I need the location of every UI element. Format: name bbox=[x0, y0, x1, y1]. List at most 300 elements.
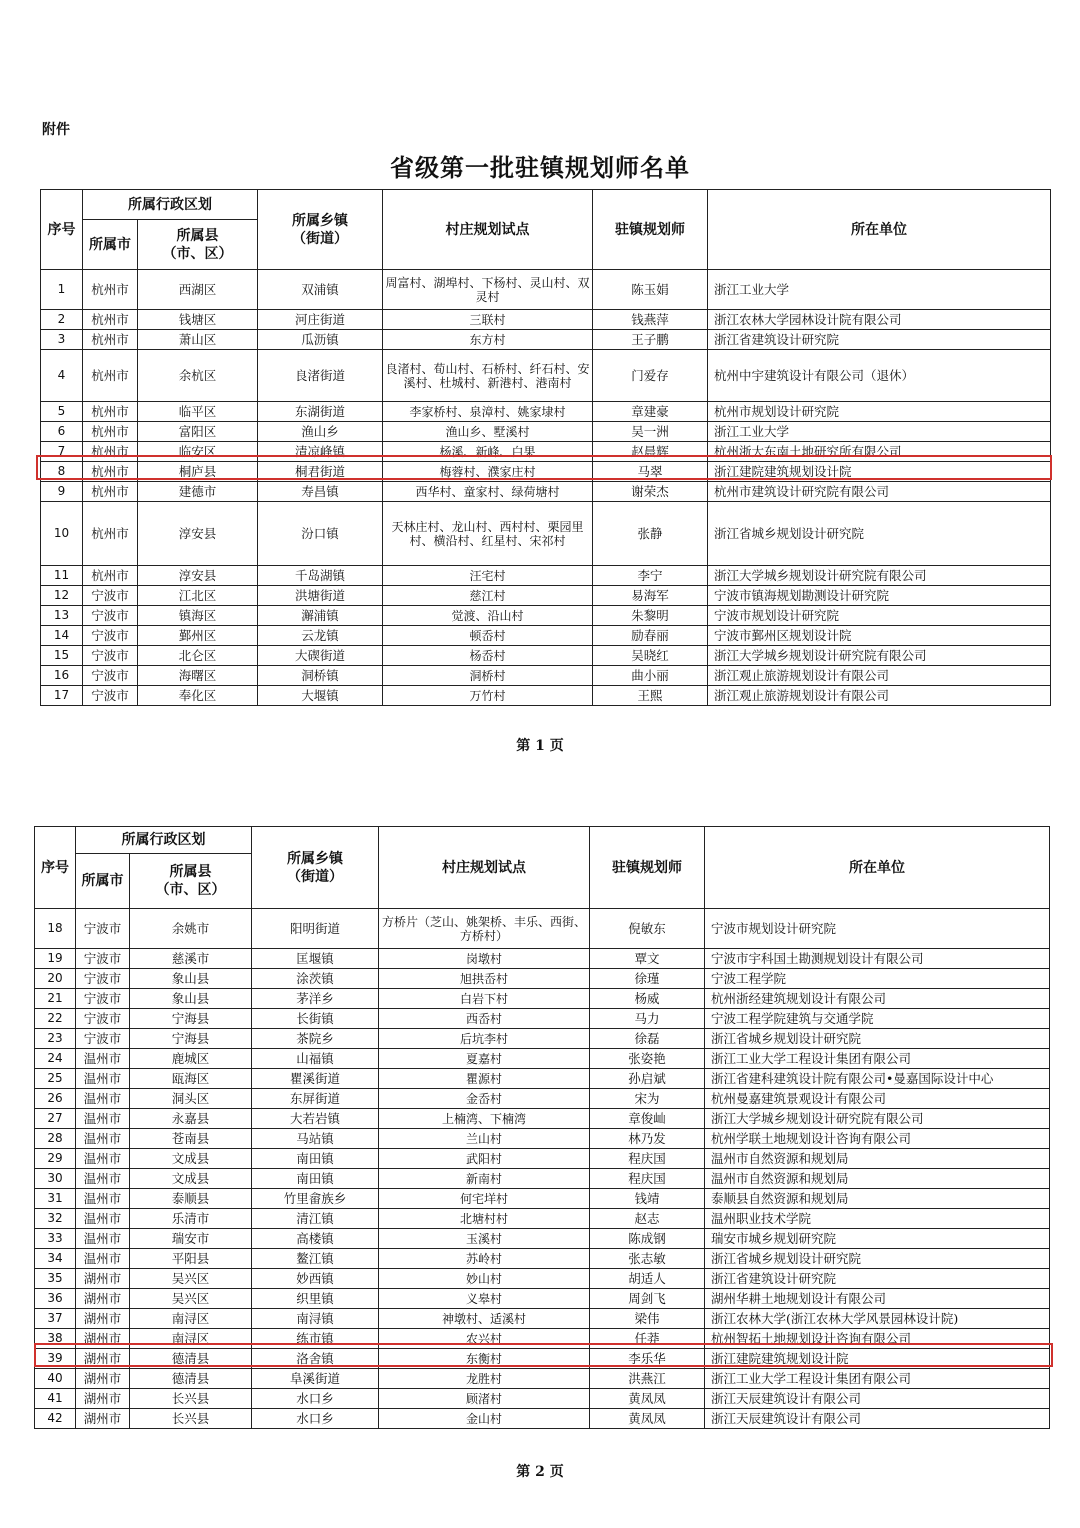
cell-city: 湖州市 bbox=[76, 1309, 130, 1329]
table-row bbox=[41, 686, 1051, 706]
cell-village: 周富村、湖埠村、下杨村、灵山村、双灵村 bbox=[383, 270, 593, 310]
cell-county: 镇海区 bbox=[138, 606, 258, 626]
cell-city: 宁波市 bbox=[76, 909, 130, 949]
cell-unit: 杭州中宇建筑设计有限公司（退休） bbox=[708, 350, 1051, 402]
cell-village: 金岙村 bbox=[379, 1089, 590, 1109]
cell-town: 茶院乡 bbox=[252, 1029, 379, 1049]
cell-no: 40 bbox=[35, 1369, 76, 1389]
cell-town: 茅洋乡 bbox=[252, 989, 379, 1009]
cell-no: 7 bbox=[41, 442, 83, 462]
cell-unit: 浙江建院建筑规划设计院 bbox=[705, 1349, 1050, 1369]
cell-village: 妙山村 bbox=[379, 1269, 590, 1289]
table-row bbox=[35, 1069, 1050, 1089]
cell-no: 20 bbox=[35, 969, 76, 989]
cell-town: 南田镇 bbox=[252, 1149, 379, 1169]
table-row bbox=[41, 310, 1051, 330]
cell-planner: 易海军 bbox=[593, 586, 708, 606]
cell-county: 平阳县 bbox=[130, 1249, 252, 1269]
cell-county: 建德市 bbox=[138, 482, 258, 502]
header-village: 村庄规划试点 bbox=[383, 190, 593, 270]
table-row bbox=[35, 1349, 1050, 1369]
cell-city: 杭州市 bbox=[83, 502, 138, 566]
cell-no: 39 bbox=[35, 1349, 76, 1369]
cell-city: 宁波市 bbox=[83, 666, 138, 686]
cell-town: 鳌江镇 bbox=[252, 1249, 379, 1269]
table-row bbox=[35, 989, 1050, 1009]
attachment-label: 附件 bbox=[42, 122, 70, 138]
header-no: 序号 bbox=[35, 827, 76, 909]
cell-city: 杭州市 bbox=[83, 462, 138, 482]
table-row bbox=[41, 330, 1051, 350]
cell-planner: 覃文 bbox=[590, 949, 705, 969]
cell-town: 妙西镇 bbox=[252, 1269, 379, 1289]
table-row bbox=[35, 1229, 1050, 1249]
header-no: 序号 bbox=[41, 190, 83, 270]
table-row bbox=[41, 402, 1051, 422]
cell-village: 义皋村 bbox=[379, 1289, 590, 1309]
cell-unit: 宁波市规划设计研究院 bbox=[708, 606, 1051, 626]
cell-town: 清凉峰镇 bbox=[258, 442, 383, 462]
cell-village: 东衡村 bbox=[379, 1349, 590, 1369]
cell-town: 洞桥镇 bbox=[258, 666, 383, 686]
cell-no: 17 bbox=[41, 686, 83, 706]
cell-no: 34 bbox=[35, 1249, 76, 1269]
cell-village: 瞿源村 bbox=[379, 1069, 590, 1089]
cell-city: 温州市 bbox=[76, 1089, 130, 1109]
cell-county: 富阳区 bbox=[138, 422, 258, 442]
cell-unit: 泰顺县自然资源和规划局 bbox=[705, 1189, 1050, 1209]
cell-county: 文成县 bbox=[130, 1169, 252, 1189]
cell-no: 19 bbox=[35, 949, 76, 969]
cell-city: 宁波市 bbox=[76, 969, 130, 989]
cell-no: 32 bbox=[35, 1209, 76, 1229]
cell-city: 杭州市 bbox=[83, 402, 138, 422]
cell-village: 洞桥村 bbox=[383, 666, 593, 686]
cell-village: 苏岭村 bbox=[379, 1249, 590, 1269]
cell-village: 北塘村村 bbox=[379, 1209, 590, 1229]
header-unit: 所在单位 bbox=[705, 827, 1050, 909]
cell-unit: 浙江工业大学工程设计集团有限公司 bbox=[705, 1369, 1050, 1389]
cell-unit: 浙江省城乡规划设计研究院 bbox=[705, 1249, 1050, 1269]
cell-village: 东方村 bbox=[383, 330, 593, 350]
table-row bbox=[35, 1029, 1050, 1049]
header-village: 村庄规划试点 bbox=[379, 827, 590, 909]
cell-city: 温州市 bbox=[76, 1249, 130, 1269]
cell-no: 36 bbox=[35, 1289, 76, 1309]
cell-village: 后坑李村 bbox=[379, 1029, 590, 1049]
cell-planner: 吴晓红 bbox=[593, 646, 708, 666]
cell-county: 象山县 bbox=[130, 969, 252, 989]
cell-city: 温州市 bbox=[76, 1169, 130, 1189]
cell-town: 瞿溪街道 bbox=[252, 1069, 379, 1089]
cell-county: 洞头区 bbox=[130, 1089, 252, 1109]
cell-no: 33 bbox=[35, 1229, 76, 1249]
cell-city: 温州市 bbox=[76, 1109, 130, 1129]
cell-city: 杭州市 bbox=[83, 566, 138, 586]
cell-county: 长兴县 bbox=[130, 1409, 252, 1429]
table-row bbox=[41, 646, 1051, 666]
cell-county: 象山县 bbox=[130, 989, 252, 1009]
table-row bbox=[41, 666, 1051, 686]
header-planner: 驻镇规划师 bbox=[593, 190, 708, 270]
cell-no: 26 bbox=[35, 1089, 76, 1109]
cell-town: 汾口镇 bbox=[258, 502, 383, 566]
table-row bbox=[35, 1389, 1050, 1409]
cell-unit: 杭州智拓土地规划设计咨询有限公司 bbox=[705, 1329, 1050, 1349]
table-row bbox=[35, 1269, 1050, 1289]
cell-no: 29 bbox=[35, 1149, 76, 1169]
cell-no: 35 bbox=[35, 1269, 76, 1289]
cell-city: 湖州市 bbox=[76, 1369, 130, 1389]
cell-no: 12 bbox=[41, 586, 83, 606]
cell-village: 顾渚村 bbox=[379, 1389, 590, 1409]
cell-town: 涂茨镇 bbox=[252, 969, 379, 989]
cell-town: 马站镇 bbox=[252, 1129, 379, 1149]
cell-county: 长兴县 bbox=[130, 1389, 252, 1409]
cell-county: 临平区 bbox=[138, 402, 258, 422]
cell-no: 1 bbox=[41, 270, 83, 310]
cell-unit: 浙江省建科建筑设计院有限公司•曼嘉国际设计中心 bbox=[705, 1069, 1050, 1089]
cell-village: 杨岙村 bbox=[383, 646, 593, 666]
table-row bbox=[35, 1409, 1050, 1429]
cell-town: 大碶街道 bbox=[258, 646, 383, 666]
cell-unit: 温州职业技术学院 bbox=[705, 1209, 1050, 1229]
table-row bbox=[35, 1129, 1050, 1149]
cell-city: 杭州市 bbox=[83, 330, 138, 350]
cell-city: 宁波市 bbox=[83, 606, 138, 626]
cell-planner: 程庆国 bbox=[590, 1169, 705, 1189]
cell-city: 宁波市 bbox=[83, 646, 138, 666]
table-row bbox=[41, 270, 1051, 310]
cell-unit: 浙江天辰建筑设计有限公司 bbox=[705, 1409, 1050, 1429]
table-row bbox=[35, 969, 1050, 989]
cell-village: 梅蓉村、濮家庄村 bbox=[383, 462, 593, 482]
cell-no: 38 bbox=[35, 1329, 76, 1349]
cell-town: 山福镇 bbox=[252, 1049, 379, 1069]
cell-planner: 马翠 bbox=[593, 462, 708, 482]
cell-county: 南浔区 bbox=[130, 1309, 252, 1329]
cell-city: 杭州市 bbox=[83, 270, 138, 310]
cell-planner: 赵志 bbox=[590, 1209, 705, 1229]
table-row bbox=[41, 566, 1051, 586]
cell-city: 温州市 bbox=[76, 1209, 130, 1229]
table-row bbox=[41, 502, 1051, 566]
cell-county: 宁海县 bbox=[130, 1029, 252, 1049]
cell-city: 湖州市 bbox=[76, 1409, 130, 1429]
cell-planner: 励春丽 bbox=[593, 626, 708, 646]
cell-no: 14 bbox=[41, 626, 83, 646]
cell-town: 高楼镇 bbox=[252, 1229, 379, 1249]
cell-no: 13 bbox=[41, 606, 83, 626]
cell-city: 温州市 bbox=[76, 1189, 130, 1209]
cell-village: 岗墩村 bbox=[379, 949, 590, 969]
cell-county: 苍南县 bbox=[130, 1129, 252, 1149]
cell-village: 西华村、童家村、绿荷塘村 bbox=[383, 482, 593, 502]
cell-planner: 王子鹏 bbox=[593, 330, 708, 350]
cell-town: 寿昌镇 bbox=[258, 482, 383, 502]
cell-no: 37 bbox=[35, 1309, 76, 1329]
table-row bbox=[35, 1009, 1050, 1029]
cell-unit: 浙江观止旅游规划设计有限公司 bbox=[708, 686, 1051, 706]
cell-village: 兰山村 bbox=[379, 1129, 590, 1149]
cell-town: 竹里畲族乡 bbox=[252, 1189, 379, 1209]
cell-town: 东屏街道 bbox=[252, 1089, 379, 1109]
cell-no: 11 bbox=[41, 566, 83, 586]
cell-unit: 浙江建院建筑规划设计院 bbox=[708, 462, 1051, 482]
roster-table-page-1 bbox=[40, 189, 1051, 706]
cell-planner: 李宁 bbox=[593, 566, 708, 586]
cell-village: 良渚村、荀山村、石桥村、纤石村、安溪村、杜城村、新港村、港南村 bbox=[383, 350, 593, 402]
cell-no: 25 bbox=[35, 1069, 76, 1089]
page-number-2: 第 2 页 bbox=[516, 1464, 564, 1480]
cell-city: 温州市 bbox=[76, 1229, 130, 1249]
cell-town: 千岛湖镇 bbox=[258, 566, 383, 586]
cell-county: 江北区 bbox=[138, 586, 258, 606]
table-row bbox=[35, 1329, 1050, 1349]
cell-planner: 李乐华 bbox=[590, 1349, 705, 1369]
cell-unit: 宁波市镇海规划勘测设计研究院 bbox=[708, 586, 1051, 606]
cell-unit: 浙江观止旅游规划设计有限公司 bbox=[708, 666, 1051, 686]
cell-planner: 朱黎明 bbox=[593, 606, 708, 626]
table-row bbox=[35, 1249, 1050, 1269]
table-row bbox=[35, 1109, 1050, 1129]
cell-city: 湖州市 bbox=[76, 1329, 130, 1349]
cell-planner: 周剑飞 bbox=[590, 1289, 705, 1309]
cell-city: 宁波市 bbox=[83, 626, 138, 646]
cell-unit: 浙江工业大学工程设计集团有限公司 bbox=[705, 1049, 1050, 1069]
cell-village: 汪宅村 bbox=[383, 566, 593, 586]
table-row bbox=[35, 1089, 1050, 1109]
cell-city: 湖州市 bbox=[76, 1349, 130, 1369]
cell-city: 杭州市 bbox=[83, 350, 138, 402]
cell-no: 2 bbox=[41, 310, 83, 330]
cell-town: 南浔镇 bbox=[252, 1309, 379, 1329]
table-row bbox=[41, 626, 1051, 646]
cell-unit: 浙江大学城乡规划设计研究院有限公司 bbox=[708, 566, 1051, 586]
cell-no: 23 bbox=[35, 1029, 76, 1049]
cell-county: 德清县 bbox=[130, 1369, 252, 1389]
cell-unit: 宁波市规划设计研究院 bbox=[705, 909, 1050, 949]
table-row bbox=[41, 482, 1051, 502]
cell-village: 杨溪、新峰、白果 bbox=[383, 442, 593, 462]
cell-village: 何宅垟村 bbox=[379, 1189, 590, 1209]
cell-no: 24 bbox=[35, 1049, 76, 1069]
cell-county: 桐庐县 bbox=[138, 462, 258, 482]
cell-county: 吴兴区 bbox=[130, 1269, 252, 1289]
cell-no: 10 bbox=[41, 502, 83, 566]
table-row bbox=[35, 949, 1050, 969]
cell-county: 德清县 bbox=[130, 1349, 252, 1369]
cell-county: 淳安县 bbox=[138, 566, 258, 586]
cell-village: 顿岙村 bbox=[383, 626, 593, 646]
cell-town: 南田镇 bbox=[252, 1169, 379, 1189]
cell-town: 洛舍镇 bbox=[252, 1349, 379, 1369]
cell-no: 6 bbox=[41, 422, 83, 442]
cell-city: 温州市 bbox=[76, 1069, 130, 1089]
cell-town: 云龙镇 bbox=[258, 626, 383, 646]
cell-county: 瓯海区 bbox=[130, 1069, 252, 1089]
cell-city: 杭州市 bbox=[83, 422, 138, 442]
cell-county: 钱塘区 bbox=[138, 310, 258, 330]
cell-county: 余杭区 bbox=[138, 350, 258, 402]
cell-town: 双浦镇 bbox=[258, 270, 383, 310]
cell-no: 15 bbox=[41, 646, 83, 666]
cell-planner: 梁伟 bbox=[590, 1309, 705, 1329]
cell-city: 湖州市 bbox=[76, 1389, 130, 1409]
cell-village: 觉渡、沿山村 bbox=[383, 606, 593, 626]
cell-city: 杭州市 bbox=[83, 442, 138, 462]
cell-planner: 门爱存 bbox=[593, 350, 708, 402]
cell-no: 31 bbox=[35, 1189, 76, 1209]
cell-unit: 浙江农林大学(浙江农林大学风景园林设计院) bbox=[705, 1309, 1050, 1329]
document-title: 省级第一批驻镇规划师名单 bbox=[390, 154, 690, 182]
header-county: 所属县 （市、区） bbox=[138, 220, 258, 270]
cell-village: 农兴村 bbox=[379, 1329, 590, 1349]
cell-no: 3 bbox=[41, 330, 83, 350]
page-number-1: 第 1 页 bbox=[516, 738, 564, 754]
cell-planner: 吴一洲 bbox=[593, 422, 708, 442]
cell-county: 鹿城区 bbox=[130, 1049, 252, 1069]
cell-village: 新南村 bbox=[379, 1169, 590, 1189]
cell-county: 吴兴区 bbox=[130, 1289, 252, 1309]
cell-planner: 章建豪 bbox=[593, 402, 708, 422]
cell-planner: 陈玉娟 bbox=[593, 270, 708, 310]
cell-city: 温州市 bbox=[76, 1129, 130, 1149]
cell-no: 5 bbox=[41, 402, 83, 422]
cell-planner: 徐磊 bbox=[590, 1029, 705, 1049]
cell-planner: 宋为 bbox=[590, 1089, 705, 1109]
cell-planner: 张姿艳 bbox=[590, 1049, 705, 1069]
table-row bbox=[35, 1189, 1050, 1209]
cell-no: 28 bbox=[35, 1129, 76, 1149]
cell-village: 上楠湾、下楠湾 bbox=[379, 1109, 590, 1129]
cell-town: 澥浦镇 bbox=[258, 606, 383, 626]
cell-village: 天林庄村、龙山村、西村村、栗园里村、横沿村、红星村、宋祁村 bbox=[383, 502, 593, 566]
cell-county: 鄞州区 bbox=[138, 626, 258, 646]
roster-body-page-1 bbox=[41, 270, 1051, 706]
cell-planner: 曲小丽 bbox=[593, 666, 708, 686]
cell-county: 淳安县 bbox=[138, 502, 258, 566]
header-admin-group: 所属行政区划 bbox=[83, 190, 258, 220]
cell-town: 渔山乡 bbox=[258, 422, 383, 442]
cell-no: 42 bbox=[35, 1409, 76, 1429]
cell-no: 22 bbox=[35, 1009, 76, 1029]
cell-town: 洪塘街道 bbox=[258, 586, 383, 606]
cell-no: 8 bbox=[41, 462, 83, 482]
cell-planner: 钱靖 bbox=[590, 1189, 705, 1209]
cell-town: 阜溪街道 bbox=[252, 1369, 379, 1389]
cell-county: 文成县 bbox=[130, 1149, 252, 1169]
cell-unit: 宁波工程学院 bbox=[705, 969, 1050, 989]
cell-county: 永嘉县 bbox=[130, 1109, 252, 1129]
roster-body-page-2 bbox=[35, 909, 1050, 1429]
table-row bbox=[35, 1309, 1050, 1329]
cell-village: 方桥片（芝山、姚架桥、丰乐、西街、方桥村） bbox=[379, 909, 590, 949]
cell-village: 慈江村 bbox=[383, 586, 593, 606]
cell-no: 4 bbox=[41, 350, 83, 402]
cell-town: 河庄街道 bbox=[258, 310, 383, 330]
cell-unit: 宁波市鄞州区规划设计院 bbox=[708, 626, 1051, 646]
cell-planner: 黄凤凤 bbox=[590, 1389, 705, 1409]
cell-village: 西岙村 bbox=[379, 1009, 590, 1029]
cell-county: 临安区 bbox=[138, 442, 258, 462]
table-row bbox=[41, 586, 1051, 606]
cell-town: 瓜沥镇 bbox=[258, 330, 383, 350]
cell-planner: 胡适人 bbox=[590, 1269, 705, 1289]
cell-city: 温州市 bbox=[76, 1149, 130, 1169]
cell-unit: 杭州曼嘉建筑景观设计有限公司 bbox=[705, 1089, 1050, 1109]
cell-unit: 湖州华耕土地规划设计有限公司 bbox=[705, 1289, 1050, 1309]
cell-unit: 浙江省建筑设计研究院 bbox=[705, 1269, 1050, 1289]
header-city: 所属市 bbox=[76, 854, 130, 909]
table-row bbox=[41, 350, 1051, 402]
cell-county: 余姚市 bbox=[130, 909, 252, 949]
cell-unit: 杭州浙大东南土地研究所有限公司 bbox=[708, 442, 1051, 462]
cell-city: 湖州市 bbox=[76, 1289, 130, 1309]
cell-no: 16 bbox=[41, 666, 83, 686]
header-town: 所属乡镇 （街道） bbox=[252, 827, 379, 909]
cell-unit: 浙江省建筑设计研究院 bbox=[708, 330, 1051, 350]
cell-town: 清江镇 bbox=[252, 1209, 379, 1229]
cell-city: 宁波市 bbox=[76, 1029, 130, 1049]
cell-planner: 张志敏 bbox=[590, 1249, 705, 1269]
cell-city: 宁波市 bbox=[83, 586, 138, 606]
cell-no: 30 bbox=[35, 1169, 76, 1189]
cell-village: 龙胜村 bbox=[379, 1369, 590, 1389]
cell-no: 27 bbox=[35, 1109, 76, 1129]
cell-unit: 杭州市建筑设计研究院有限公司 bbox=[708, 482, 1051, 502]
cell-village: 神墩村、适溪村 bbox=[379, 1309, 590, 1329]
cell-planner: 黄凤凤 bbox=[590, 1409, 705, 1429]
cell-village: 万竹村 bbox=[383, 686, 593, 706]
cell-unit: 杭州市规划设计研究院 bbox=[708, 402, 1051, 422]
cell-town: 织里镇 bbox=[252, 1289, 379, 1309]
cell-planner: 洪燕江 bbox=[590, 1369, 705, 1389]
cell-county: 奉化区 bbox=[138, 686, 258, 706]
cell-no: 41 bbox=[35, 1389, 76, 1409]
cell-village: 夏嘉村 bbox=[379, 1049, 590, 1069]
cell-county: 宁海县 bbox=[130, 1009, 252, 1029]
cell-unit: 浙江省城乡规划设计研究院 bbox=[708, 502, 1051, 566]
cell-town: 匡堰镇 bbox=[252, 949, 379, 969]
cell-city: 杭州市 bbox=[83, 482, 138, 502]
header-unit: 所在单位 bbox=[708, 190, 1051, 270]
header-town: 所属乡镇 （街道） bbox=[258, 190, 383, 270]
cell-unit: 杭州学联土地规划设计咨询有限公司 bbox=[705, 1129, 1050, 1149]
header-admin-group: 所属行政区划 bbox=[76, 827, 252, 854]
roster-table-page-2 bbox=[34, 826, 1050, 1429]
cell-city: 宁波市 bbox=[76, 989, 130, 1009]
cell-town: 水口乡 bbox=[252, 1389, 379, 1409]
cell-town: 长街镇 bbox=[252, 1009, 379, 1029]
cell-unit: 宁波市宇科国土勘测规划设计有限公司 bbox=[705, 949, 1050, 969]
cell-town: 大若岩镇 bbox=[252, 1109, 379, 1129]
cell-unit: 浙江大学城乡规划设计研究院有限公司 bbox=[708, 646, 1051, 666]
cell-unit: 浙江工业大学 bbox=[708, 270, 1051, 310]
cell-county: 北仑区 bbox=[138, 646, 258, 666]
table-row bbox=[41, 442, 1051, 462]
cell-unit: 浙江天辰建筑设计有限公司 bbox=[705, 1389, 1050, 1409]
table-row bbox=[35, 909, 1050, 949]
cell-county: 泰顺县 bbox=[130, 1189, 252, 1209]
table-row bbox=[35, 1289, 1050, 1309]
table-row bbox=[35, 1149, 1050, 1169]
table-row bbox=[35, 1369, 1050, 1389]
cell-village: 李家桥村、泉漳村、姚家埭村 bbox=[383, 402, 593, 422]
cell-unit: 宁波工程学院建筑与交通学院 bbox=[705, 1009, 1050, 1029]
cell-city: 宁波市 bbox=[76, 949, 130, 969]
cell-no: 21 bbox=[35, 989, 76, 1009]
